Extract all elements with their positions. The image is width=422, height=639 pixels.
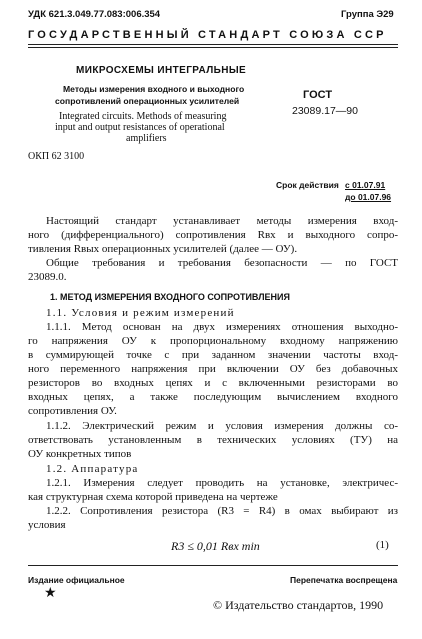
validity-label: Срок действия <box>276 180 339 190</box>
english-title-line-3: amplifiers <box>126 133 167 144</box>
subsection-heading: 1.1. Условия и режим измерений <box>46 307 235 319</box>
paragraph-line: ОУ конкретных типов <box>28 448 132 460</box>
document-subtitle-line-2: сопротивлений операционных усилителей <box>55 96 240 106</box>
gost-label: ГОСТ <box>303 89 333 101</box>
intro-line: ного (дифференциального) сопротивления Rвх и выходного сопро- <box>28 229 398 241</box>
paragraph-line: 1.1.1. Метод основан на двух измерениях отношения выходно- <box>46 321 398 333</box>
paragraph-line: в суммирующей точке с при заданном значении частоты вход- <box>28 349 398 361</box>
english-title-line-1: Integrated circuits. Methods of measuring <box>59 111 227 122</box>
intro-line: Настоящий стандарт устанавливает методы измерения вход- <box>46 215 398 227</box>
paragraph-line: ответствовать установленным в технических условиях (ТУ) на <box>28 434 398 446</box>
header-rule-top <box>28 44 398 45</box>
paragraph-line: условия <box>28 519 66 531</box>
paragraph-line: 1.2.1. Измерения следует проводить на установке, электричес- <box>46 477 398 489</box>
header-rule-bottom <box>28 47 398 48</box>
reprint-prohibited: Перепечатка воспрещена <box>290 575 398 585</box>
official-edition: Издание официальное <box>28 575 125 585</box>
intro-line: Общие требования и требования безопасности — по ГОСТ <box>46 257 398 269</box>
document-title: МИКРОСХЕМЫ ИНТЕГРАЛЬНЫЕ <box>76 65 247 76</box>
formula: R3 ≤ 0,01 Rвх min <box>171 539 260 553</box>
paragraph-line: ного переменного напряжения при включении ОУ без добавочных <box>28 363 398 375</box>
footer-rule <box>28 565 398 566</box>
paragraph-line: кая структурная схема которой приведена на чертеже <box>28 491 278 503</box>
section-heading: 1. МЕТОД ИЗМЕРЕНИЯ ВХОДНОГО СОПРОТИВЛЕНИЯ <box>50 292 290 302</box>
gost-number: 23089.17—90 <box>292 105 358 117</box>
okp-code: ОКП 62 3100 <box>28 151 85 162</box>
intro-line: тивления Rвых операционных усилителей (далее — ОУ). <box>28 243 298 255</box>
document-subtitle-line-1: Методы измерения входного и выходного <box>63 84 245 94</box>
subsection-heading: 1.2. Аппаратура <box>46 463 139 475</box>
udk-code: УДК 621.3.049.77.083:006.354 <box>28 9 161 20</box>
validity-to: до 01.07.96 <box>345 192 392 202</box>
paragraph-line: сопротивления ОУ. <box>28 405 117 417</box>
star-icon: ★ <box>44 586 57 601</box>
english-title-line-2: input and output resistances of operational <box>55 122 225 133</box>
paragraph-line: резисторов во входных цепях и с включенными резисторами во <box>28 377 398 389</box>
formula-number: (1) <box>376 539 389 551</box>
group-code: Группа Э29 <box>341 9 394 20</box>
state-standard-title: ГОСУДАРСТВЕННЫЙ СТАНДАРТ СОЮЗА ССР <box>28 29 387 41</box>
validity-from: с 01.07.91 <box>345 180 386 190</box>
paragraph-line: 1.2.2. Сопротивления резистора (R3 = R4) в омах выбирают из <box>46 505 398 517</box>
paragraph-line: входных цепях, а также последующим вычислением входного <box>28 391 398 403</box>
copyright: © Издательство стандартов, 1990 <box>213 598 384 612</box>
paragraph-line: 1.1.2. Электрический режим и условия измерения должны со- <box>46 420 398 432</box>
intro-line: 23089.0. <box>28 271 67 283</box>
paragraph-line: го напряжения ОУ к пропорциональному входному напряжению <box>28 335 398 347</box>
